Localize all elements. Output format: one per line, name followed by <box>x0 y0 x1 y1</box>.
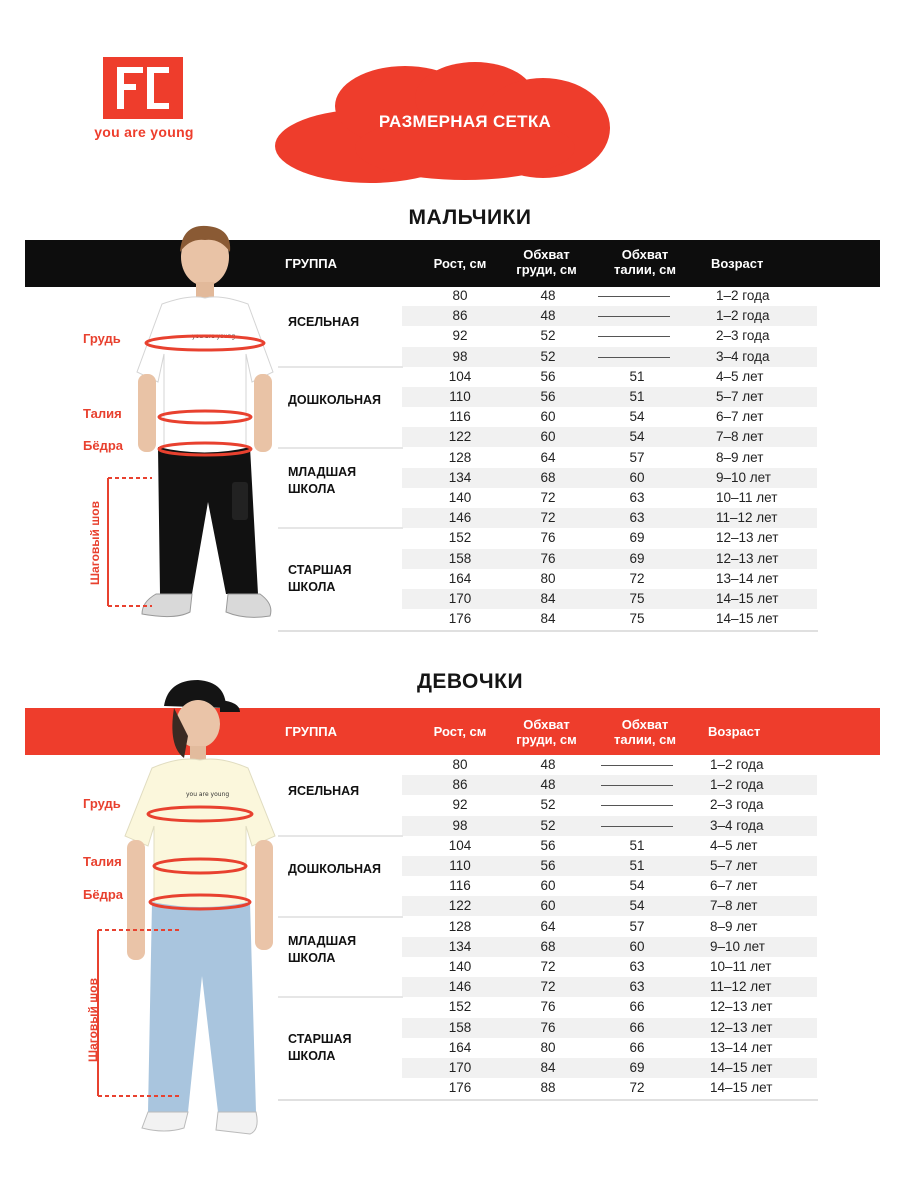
height-cell: 146 <box>448 510 472 526</box>
waist-cell: 72 <box>629 1080 645 1096</box>
age-cell: 11–12 лет <box>716 510 778 526</box>
height-cell: 110 <box>449 858 471 873</box>
waist-cell: 66 <box>629 1019 645 1035</box>
header-height: Рост, см <box>433 256 487 271</box>
waist-cell: 54 <box>629 429 645 445</box>
chest-cell: 76 <box>540 999 556 1015</box>
table-end-line <box>278 630 818 632</box>
header-waist: Обхват талии, см <box>614 247 676 277</box>
header-chest: Обхват груди, см <box>516 717 577 747</box>
chest-cell: 48 <box>540 308 556 324</box>
girl-model-figure <box>80 676 280 1146</box>
group-divider <box>278 996 403 998</box>
waist-cell: 60 <box>629 469 645 485</box>
age-cell: 12–13 лет <box>716 530 779 546</box>
chest-cell: 84 <box>540 1060 556 1075</box>
chest-cell: 64 <box>540 449 556 465</box>
chest-cell: 52 <box>540 817 556 833</box>
chest-cell: 48 <box>540 777 556 793</box>
age-group-name: МЛАДШАЯ <box>288 465 357 479</box>
empty-dash <box>601 785 673 786</box>
height-cell: 122 <box>448 429 472 445</box>
age-cell: 3–4 года <box>710 817 764 833</box>
waist-cell: 63 <box>629 959 645 974</box>
waist-cell: 60 <box>629 938 645 954</box>
boys-hips-label: Бёдра <box>83 438 123 453</box>
age-cell: 10–11 лет <box>716 490 778 505</box>
girls-inseam-label: Шаговый шов <box>86 978 100 1062</box>
chest-cell: 84 <box>540 611 556 627</box>
age-cell: 1–2 года <box>710 757 764 772</box>
header-chest: Обхват груди, см <box>516 247 577 277</box>
header-age: Возраст <box>711 256 764 271</box>
chest-cell: 68 <box>540 469 556 485</box>
height-cell: 152 <box>448 530 472 546</box>
height-cell: 134 <box>448 938 472 954</box>
age-cell: 1–2 года <box>710 777 764 793</box>
height-cell: 176 <box>448 611 472 627</box>
age-cell: 5–7 лет <box>716 389 764 404</box>
age-group-label <box>288 933 398 967</box>
chest-cell: 72 <box>540 490 556 505</box>
waist-cell: 66 <box>629 1039 645 1055</box>
girls-chest-label: Грудь <box>83 796 121 811</box>
age-cell: 14–15 лет <box>716 591 779 606</box>
boys-waist-label: Талия <box>83 406 122 421</box>
height-cell: 92 <box>452 328 468 344</box>
empty-dash <box>601 826 673 827</box>
age-group-name: СТАРШАЯ <box>288 563 352 577</box>
age-group-name: МЛАДШАЯ <box>288 934 357 948</box>
chest-cell: 76 <box>540 1019 556 1035</box>
height-cell: 122 <box>448 898 472 914</box>
waist-cell: 54 <box>629 898 645 914</box>
age-group-label <box>288 783 398 800</box>
waist-cell: 57 <box>629 449 645 465</box>
chest-cell: 52 <box>540 348 556 364</box>
waist-cell: 51 <box>629 389 645 404</box>
age-group-name: ШКОЛА <box>288 951 336 965</box>
age-cell: 8–9 лет <box>716 449 764 465</box>
chest-cell: 52 <box>540 328 556 344</box>
waist-cell: 69 <box>629 550 645 566</box>
height-cell: 170 <box>448 591 472 606</box>
waist-cell: 54 <box>629 878 645 894</box>
waist-cell: 69 <box>629 1060 645 1075</box>
header-group: ГРУППА <box>285 724 338 739</box>
age-cell: 6–7 лет <box>710 878 758 894</box>
height-cell: 110 <box>449 389 471 404</box>
waist-cell: 63 <box>629 490 645 505</box>
waist-cell: 51 <box>629 368 645 384</box>
age-group-label <box>288 314 398 331</box>
height-cell: 86 <box>452 777 468 793</box>
waist-cell: 54 <box>629 409 645 425</box>
age-cell: 14–15 лет <box>716 611 779 627</box>
chest-cell: 52 <box>540 797 556 813</box>
waist-cell: 51 <box>629 837 645 853</box>
chest-cell: 60 <box>540 409 556 425</box>
header-waist: Обхват талии, см <box>614 717 676 747</box>
age-cell: 14–15 лет <box>710 1080 773 1096</box>
height-cell: 128 <box>448 449 472 465</box>
brand-tagline: you are young <box>94 124 194 140</box>
height-cell: 134 <box>448 469 472 485</box>
age-group-name: ШКОЛА <box>288 482 336 496</box>
group-divider <box>278 366 403 368</box>
chest-cell: 48 <box>540 288 556 303</box>
age-cell: 7–8 лет <box>716 429 764 445</box>
age-cell: 12–13 лет <box>710 999 773 1015</box>
chest-cell: 64 <box>540 918 556 934</box>
age-cell: 12–13 лет <box>710 1019 773 1035</box>
height-cell: 140 <box>448 490 472 505</box>
height-cell: 158 <box>448 550 472 566</box>
height-cell: 116 <box>449 878 471 894</box>
age-group-label <box>288 392 398 409</box>
height-cell: 170 <box>448 1060 472 1075</box>
height-cell: 116 <box>449 409 471 425</box>
age-cell: 9–10 лет <box>716 469 771 485</box>
group-divider <box>278 916 403 918</box>
age-cell: 5–7 лет <box>710 858 758 873</box>
brand-logo <box>103 57 183 119</box>
age-cell: 2–3 года <box>710 797 764 813</box>
age-cell: 1–2 года <box>716 288 770 303</box>
chest-cell: 56 <box>540 389 556 404</box>
size-chart-title: РАЗМЕРНАЯ СЕТКА <box>378 112 552 131</box>
boys-section-title: МАЛЬЧИКИ <box>408 206 532 229</box>
age-group-name: ЯСЕЛЬНАЯ <box>288 784 360 798</box>
age-group-label <box>288 562 398 596</box>
height-cell: 98 <box>452 817 468 833</box>
shirt-print-text: you are young <box>186 791 230 798</box>
height-cell: 164 <box>448 570 472 586</box>
age-group-label <box>288 861 398 878</box>
chest-cell: 56 <box>540 858 556 873</box>
group-divider <box>278 447 403 449</box>
empty-dash <box>598 296 670 297</box>
height-cell: 158 <box>448 1019 472 1035</box>
shirt-print-text: you are young <box>192 333 236 340</box>
chest-cell: 76 <box>540 550 556 566</box>
waist-cell: 75 <box>629 611 645 627</box>
boys-chest-label: Грудь <box>83 331 121 346</box>
table-end-line <box>278 1099 818 1101</box>
height-cell: 86 <box>452 308 468 324</box>
age-group-name: ШКОЛА <box>288 580 336 594</box>
height-cell: 98 <box>452 348 468 364</box>
height-cell: 140 <box>448 959 472 974</box>
group-divider <box>278 835 403 837</box>
height-cell: 80 <box>452 757 468 772</box>
height-cell: 164 <box>448 1039 472 1055</box>
girls-section-title: ДЕВОЧКИ <box>416 670 524 693</box>
age-group-name: СТАРШАЯ <box>288 1032 352 1046</box>
waist-cell: 75 <box>629 591 645 606</box>
chest-cell: 60 <box>540 878 556 894</box>
age-group-name: ЯСЕЛЬНАЯ <box>288 315 360 329</box>
height-cell: 104 <box>448 837 472 853</box>
height-cell: 146 <box>448 979 472 995</box>
girls-hips-label: Бёдра <box>83 887 123 902</box>
age-cell: 2–3 года <box>716 328 770 344</box>
age-cell: 1–2 года <box>716 308 770 324</box>
age-group-name: ДОШКОЛЬНАЯ <box>288 393 382 407</box>
chest-cell: 60 <box>540 429 556 445</box>
height-cell: 104 <box>448 368 472 384</box>
waist-cell: 72 <box>629 570 645 586</box>
chest-cell: 56 <box>540 837 556 853</box>
group-divider <box>278 527 403 529</box>
waist-cell: 63 <box>629 510 645 526</box>
age-cell: 13–14 лет <box>716 570 779 586</box>
waist-cell: 69 <box>629 530 645 546</box>
age-cell: 12–13 лет <box>716 550 779 566</box>
empty-dash <box>601 765 673 766</box>
waist-cell: 51 <box>629 858 645 873</box>
empty-dash <box>598 336 670 337</box>
age-group-label <box>288 1031 398 1065</box>
height-cell: 176 <box>448 1080 472 1096</box>
chest-cell: 72 <box>540 959 556 974</box>
header-group: ГРУППА <box>285 256 338 271</box>
age-group-name: ДОШКОЛЬНАЯ <box>288 862 382 876</box>
height-cell: 128 <box>448 918 472 934</box>
height-cell: 80 <box>452 288 468 303</box>
empty-dash <box>601 805 673 806</box>
waist-cell: 63 <box>629 979 645 995</box>
chest-cell: 80 <box>540 570 556 586</box>
chest-cell: 72 <box>540 979 556 995</box>
girls-waist-label: Талия <box>83 854 122 869</box>
age-group-name: ШКОЛА <box>288 1049 336 1063</box>
age-cell: 7–8 лет <box>710 898 758 914</box>
age-cell: 14–15 лет <box>710 1060 773 1075</box>
header-height: Рост, см <box>433 724 487 739</box>
empty-dash <box>598 357 670 358</box>
age-cell: 3–4 года <box>716 348 770 364</box>
age-cell: 4–5 лет <box>716 368 764 384</box>
height-cell: 152 <box>448 999 472 1015</box>
chest-cell: 76 <box>540 530 556 546</box>
chest-cell: 80 <box>540 1039 556 1055</box>
waist-cell: 66 <box>629 999 645 1015</box>
age-cell: 13–14 лет <box>710 1039 773 1055</box>
age-cell: 11–12 лет <box>710 979 772 995</box>
chest-cell: 88 <box>540 1080 556 1096</box>
chest-cell: 48 <box>540 757 556 772</box>
empty-dash <box>598 316 670 317</box>
age-group-label <box>288 464 398 498</box>
header-age: Возраст <box>708 724 761 739</box>
chest-cell: 84 <box>540 591 556 606</box>
age-cell: 9–10 лет <box>710 938 765 954</box>
boys-inseam-label: Шаговый шов <box>88 501 102 585</box>
age-cell: 6–7 лет <box>716 409 764 425</box>
fc-logo-icon <box>103 57 183 119</box>
age-cell: 4–5 лет <box>710 837 758 853</box>
chest-cell: 56 <box>540 368 556 384</box>
chest-cell: 60 <box>540 898 556 914</box>
chest-cell: 68 <box>540 938 556 954</box>
chest-cell: 72 <box>540 510 556 526</box>
age-cell: 10–11 лет <box>710 959 772 974</box>
waist-cell: 57 <box>629 918 645 934</box>
age-cell: 8–9 лет <box>710 918 758 934</box>
height-cell: 92 <box>452 797 468 813</box>
